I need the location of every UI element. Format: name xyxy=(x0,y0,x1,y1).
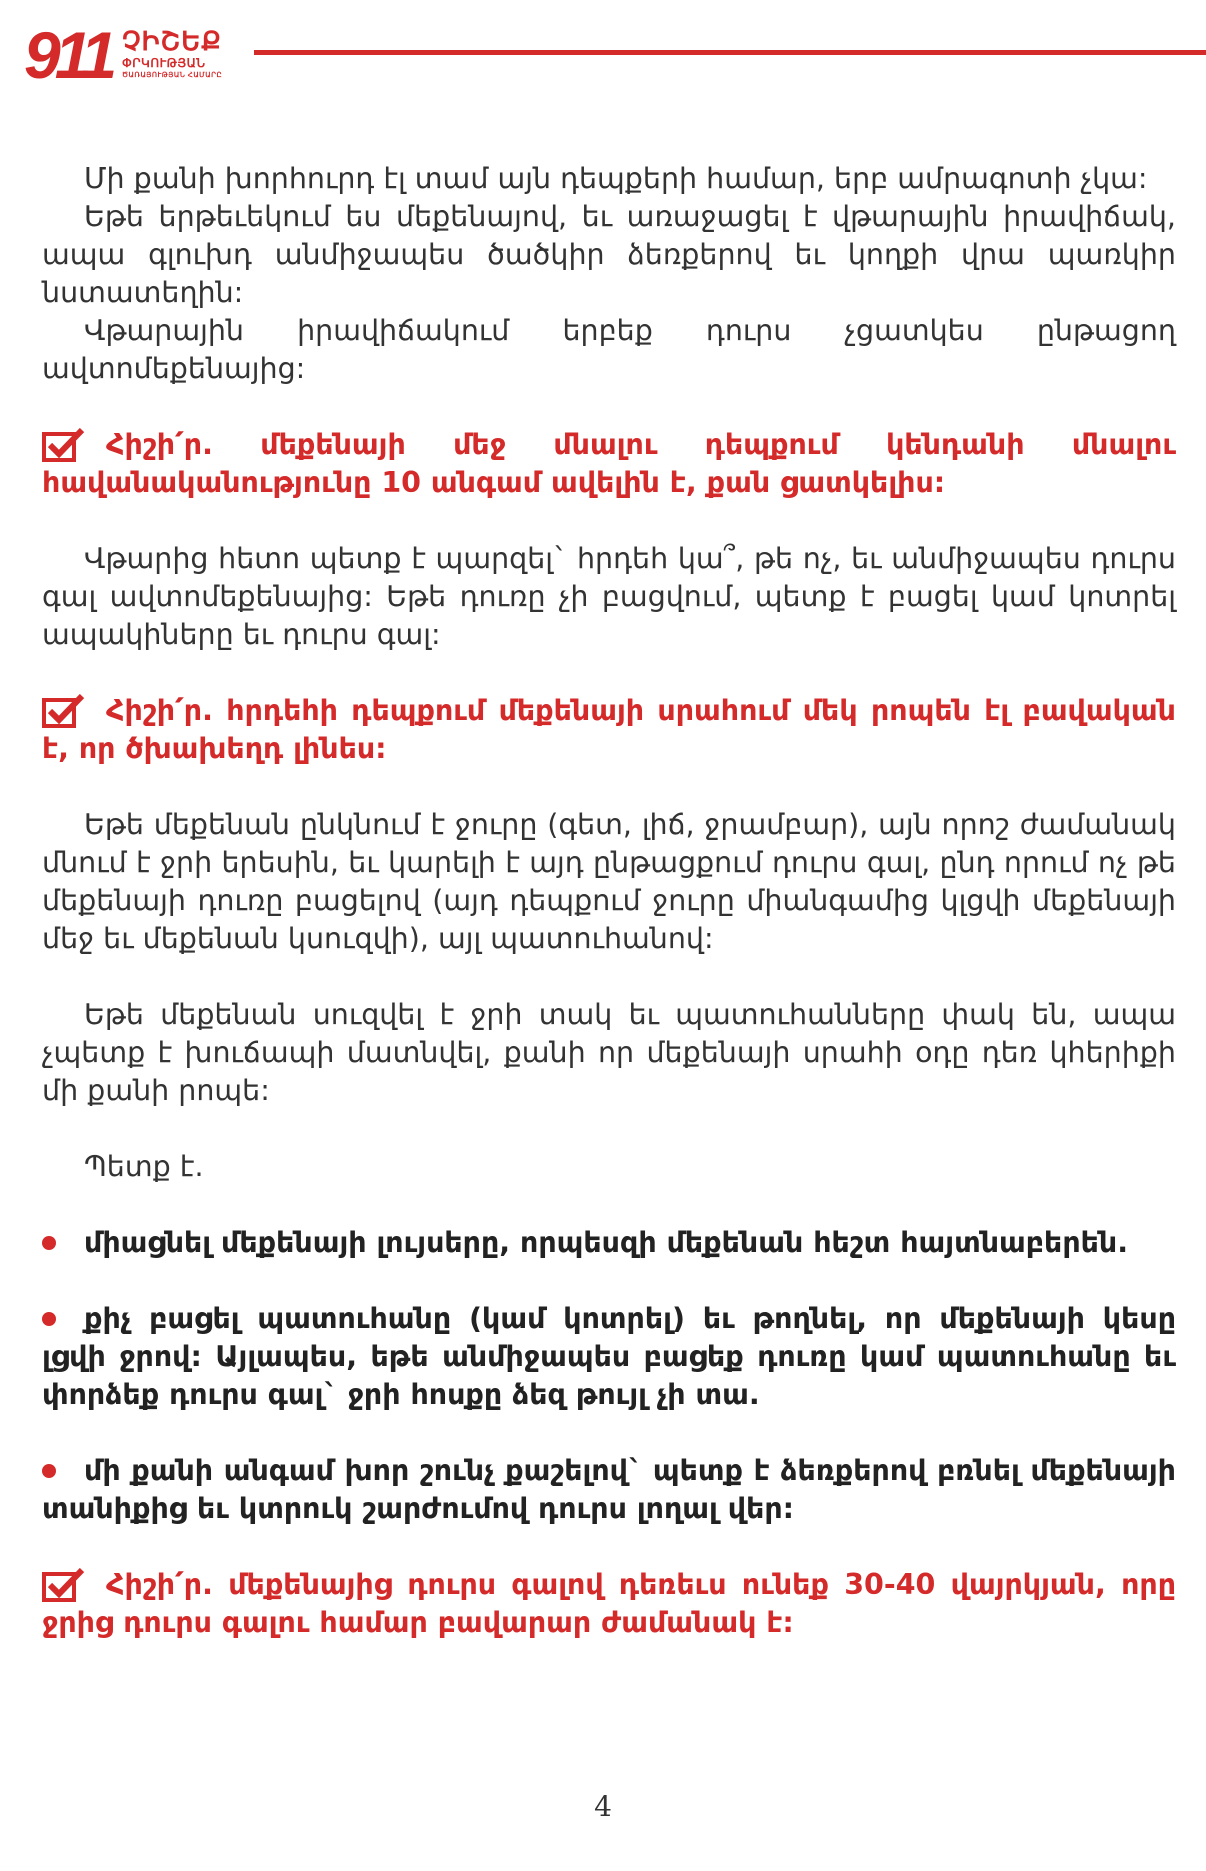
logo-number: 911 xyxy=(24,18,112,92)
page-number: 4 xyxy=(594,1790,612,1823)
paragraph-must: Պետք է. xyxy=(84,1150,204,1183)
checkbox-check-icon xyxy=(42,692,86,730)
bullet-3-text: մի քանի անգամ խոր շունչ քաշելով` պետք է ձեռքերով բռնել մեքենայի տանիքից եւ կտրուկ շարժումով դուրս լողալ վեր: xyxy=(42,1454,1176,1525)
paragraph-water: Եթե մեքենան ընկնում է ջուրը (գետ, լիճ, ջրամբար), այն որոշ ժամանակ մնում է ջրի երեսին, եւ կարելի է այդ ընթացքում դուրս գալ, ընդ որում ոչ թե մեքենայի դուռը բացելով (այդ դեպքում ջուրը միանգամից կլցվի մեքենայի մեջ եւ մեքենան կսուզվի), այլ պատուհանով: xyxy=(42,808,1176,955)
bullet-1-text: միացնել մեքենայի լույսերը, որպեսզի մեքենան հեշտ հայտնաբերեն. xyxy=(84,1226,1129,1259)
note-2-text: Հիշի՛ր. հրդեհի դեպքում մեքենայի սրահում մեկ րոպեն էլ բավական է, որ ծխախեղդ լինես: xyxy=(42,694,1176,765)
note-1 xyxy=(42,426,1176,502)
checkbox-check-icon xyxy=(42,426,86,464)
logo-text xyxy=(122,28,222,79)
checkbox-check-icon xyxy=(42,1566,86,1604)
note-3 xyxy=(42,1566,1176,1642)
page-content xyxy=(42,160,1176,1642)
logo-line-2: ՓՐԿՈՒԹՅԱՆ xyxy=(122,56,206,70)
header-rule xyxy=(254,50,1206,55)
bullet-2-text: քիչ բացել պատուհանը (կամ կոտրել) եւ թողնել, որ մեքենայի կեսը լցվի ջրով: Այլապես, եթե անմիջապես բացեք դուռը կամ պատուհանը եւ փորձեք դուրս գալ` ջրի հոսքը ձեզ թույլ չի տա. xyxy=(42,1302,1176,1411)
paragraph-intro: Մի քանի խորհուրդ էլ տամ այն դեպքերի համար, երբ ամրագոտի չկա: xyxy=(84,162,1148,195)
note-3-text: Հիշի՛ր. մեքենայից դուրս գալով դեռեւս ունեք 30-40 վայրկյան, որը ջրից դուրս գալու համար բավարար ժամանակ է: xyxy=(42,1568,1176,1639)
paragraph-no-jump: Վթարային իրավիճակում երբեք դուրս չցատկես ընթացող ավտոմեքենայից: xyxy=(42,314,1176,385)
paragraph-fire-check: Վթարից հետո պետք է պարզել` հրդեհ կա՞, թե ոչ, եւ անմիջապես դուրս գալ ավտոմեքենայից: Եթե դուռը չի բացվում, պետք է բացել կամ կոտրել ապակիները եւ դուրս գալ: xyxy=(42,542,1176,651)
note-2 xyxy=(42,692,1176,768)
note-1-text: Հիշի՛ր. մեքենայի մեջ մնալու դեպքում կենդանի մնալու հավանականությունը 10 անգամ ավելին է, քան ցատկելիս: xyxy=(42,428,1176,499)
red-dot-icon xyxy=(42,1464,56,1478)
logo-line-3: ԾԱՌԱՅՈՒԹՅԱՆ ՀԱՄԱՐԸ xyxy=(122,72,223,79)
paragraph-submerged: Եթե մեքենան սուզվել է ջրի տակ եւ պատուհանները փակ են, ապա չպետք է խուճապի մատնվել, քանի որ մեքենայի սրահի օդը դեռ կհերիքի մի քանի րոպե: xyxy=(42,998,1176,1107)
bullet-2 xyxy=(42,1300,1176,1414)
page-header xyxy=(24,18,1194,92)
bullet-1 xyxy=(42,1224,1176,1262)
logo-line-1: ՉԻՇԵՔ xyxy=(122,26,222,56)
bullet-3 xyxy=(42,1452,1176,1528)
red-dot-icon xyxy=(42,1236,56,1250)
red-dot-icon xyxy=(42,1312,56,1326)
paragraph-accident: Եթե երթեւեկում ես մեքենայով, եւ առաջացել է վթարային իրավիճակ, ապա գլուխդ անմիջապես ծածկիր ձեռքերով եւ կողքի վրա պառկիր նստատեղին: xyxy=(42,200,1176,309)
